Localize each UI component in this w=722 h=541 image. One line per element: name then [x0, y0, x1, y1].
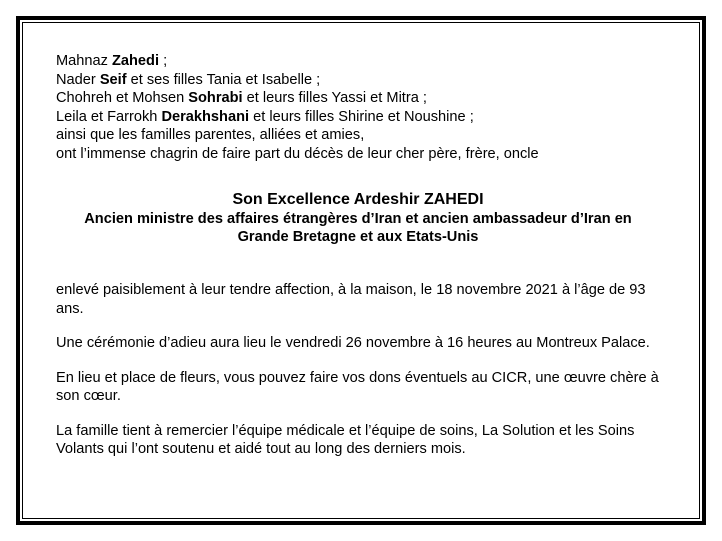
family-surname: Zahedi: [111, 53, 160, 69]
family-line: [56, 89, 666, 108]
deceased-name: Son Excellence Ardeshir ZAHEDI: [232, 191, 484, 208]
notice-body: [56, 281, 666, 459]
family-line: [56, 108, 666, 127]
family-line: [56, 145, 666, 164]
deceased-title-line-2: Grande Bretagne et aux Etats-Unis: [237, 229, 479, 245]
family-text: Chohreh et Mohsen: [56, 90, 189, 106]
family-text: ;: [159, 53, 168, 69]
deceased-title-line-1: Ancien ministre des affaires étrangères d’Iran et ancien ambassadeur d’Iran en: [84, 211, 632, 227]
family-text: et leurs filles Yassi et Mitra ;: [242, 90, 427, 106]
family-text: et ses filles Tania et Isabelle ;: [126, 71, 321, 88]
family-surname: Sohrabi: [188, 90, 243, 106]
family-text: ont l’immense chagrin de faire part du décès de leur cher père, frère, oncle: [56, 145, 539, 162]
family-surname: Derakhshani: [161, 108, 250, 125]
family-text: Nader: [56, 71, 100, 88]
death-notice: [56, 52, 666, 475]
family-list: [56, 52, 666, 163]
family-text: et leurs filles Shirine et Noushine ;: [249, 108, 474, 125]
paragraph-thanks: La famille tient à remercier l’équipe médicale et l’équipe de soins, La Solution et les Soins Volants qui l’ont soutenu et aidé tout au long des derniers mois.: [56, 422, 635, 457]
family-text: Leila et Farrokh: [56, 108, 162, 125]
family-text: Mahnaz: [56, 53, 112, 69]
family-line: [56, 126, 666, 145]
paragraph-ceremony: Une cérémonie d’adieu aura lieu le vendredi 26 novembre à 16 heures au Montreux Palace.: [56, 335, 650, 351]
family-line: [56, 71, 666, 90]
deceased-heading: [56, 190, 660, 246]
family-text: ainsi que les familles parentes, alliées et amies,: [56, 127, 365, 143]
paragraph-passing: enlevé paisiblement à leur tendre affection, à la maison, le 18 novembre 2021 à l’âge de 93 ans.: [56, 282, 646, 317]
family-surname: Seif: [99, 71, 127, 88]
family-line: [56, 52, 666, 71]
paragraph-donations: En lieu et place de fleurs, vous pouvez faire vos dons éventuels au CICR, une œuvre chère à son cœur.: [56, 369, 659, 404]
